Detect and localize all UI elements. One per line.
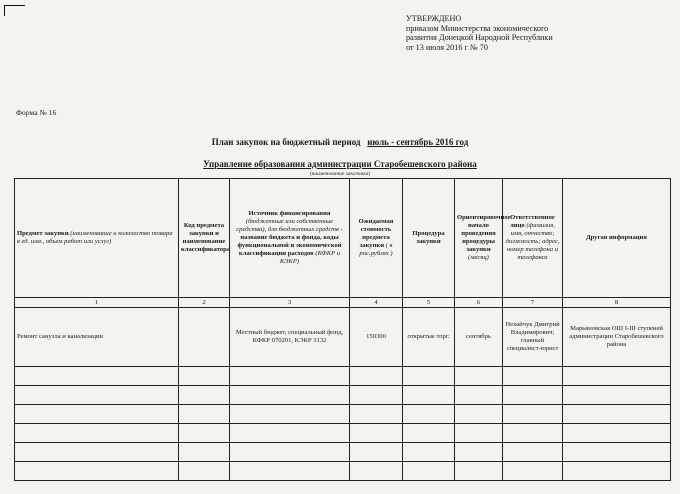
header-code: Код предмета закупки и наименование классификатора xyxy=(179,179,230,298)
header-cost: Ожидаемая стоимость предмета закупки ( в рос.рублях ) xyxy=(350,179,403,298)
form-label: Форма № 16 xyxy=(16,108,57,117)
table-row-empty xyxy=(15,443,671,462)
table-row-empty xyxy=(15,367,671,386)
approval-line-3: развития Донецкой Народной Республики xyxy=(406,33,553,43)
table-number-row xyxy=(15,298,671,308)
column-number: 4 xyxy=(350,298,403,308)
approval-stamp xyxy=(406,14,553,52)
page-corner-mark xyxy=(4,5,25,16)
title-prefix: План закупок на бюджетный период xyxy=(211,137,361,147)
cell-source: Местный бюджет, специальный фонд, КФКР 070201, КЭКР 3132 xyxy=(230,308,350,367)
table-header-row xyxy=(15,179,671,298)
table-row xyxy=(15,308,671,367)
cell-cost: 150300 xyxy=(350,308,403,367)
column-number: 6 xyxy=(455,298,503,308)
column-number: 1 xyxy=(15,298,179,308)
header-subject: Предмет закупки (наименование и количество товара в ед. изм., объем работ или услуг) xyxy=(15,179,179,298)
column-number: 3 xyxy=(230,298,350,308)
cell-start: сентябрь xyxy=(455,308,503,367)
table-row-empty xyxy=(15,405,671,424)
table-row-empty xyxy=(15,424,671,443)
column-number: 7 xyxy=(503,298,563,308)
document-title xyxy=(0,137,680,147)
approval-line-4: от 13 июля 2016 г № 70 xyxy=(406,42,488,52)
header-other: Другая информация xyxy=(563,179,671,298)
header-person: Ответственное лицо (фамилия, имя, отчество; должность; адрес, номер телефона и телефакса xyxy=(503,179,563,298)
cell-code xyxy=(179,308,230,367)
column-number: 2 xyxy=(179,298,230,308)
table-row-empty xyxy=(15,386,671,405)
header-start: Ориентировочное начало проведения процедуры закупки (месяц) xyxy=(455,179,503,298)
table-row-empty xyxy=(15,462,671,481)
approval-line-2: приказом Министерства экономического xyxy=(406,23,549,33)
organization-name: Управление образования администрации Старобешевского района xyxy=(203,159,477,169)
header-source: Источник финансирования (бюджетные или собственные средства), для бюджетных средств - название бюджета и фонда, коды функциональной и экономической классификации расходов (КФКР и КЭКР) xyxy=(230,179,350,298)
column-number: 5 xyxy=(403,298,455,308)
procurement-table xyxy=(14,178,671,481)
cell-person: Нехайчук Дмитрий Владимирович; главный специалист-юрист xyxy=(503,308,563,367)
cell-subject: Ремонт санузла и канализации xyxy=(15,308,179,367)
cell-other: Марьяновская ОШ I-III ступеней администрации Старобешевского района xyxy=(563,308,671,367)
header-procedure: Процедура закупки xyxy=(403,179,455,298)
approval-line-1: УТВЕРЖДЕНО xyxy=(406,14,462,23)
cell-procedure: открытые торг. xyxy=(403,308,455,367)
title-period: июль - сентябрь 2016 год xyxy=(367,137,469,147)
column-number: 8 xyxy=(563,298,671,308)
organization-note: (наименование заказчика) xyxy=(309,171,371,177)
